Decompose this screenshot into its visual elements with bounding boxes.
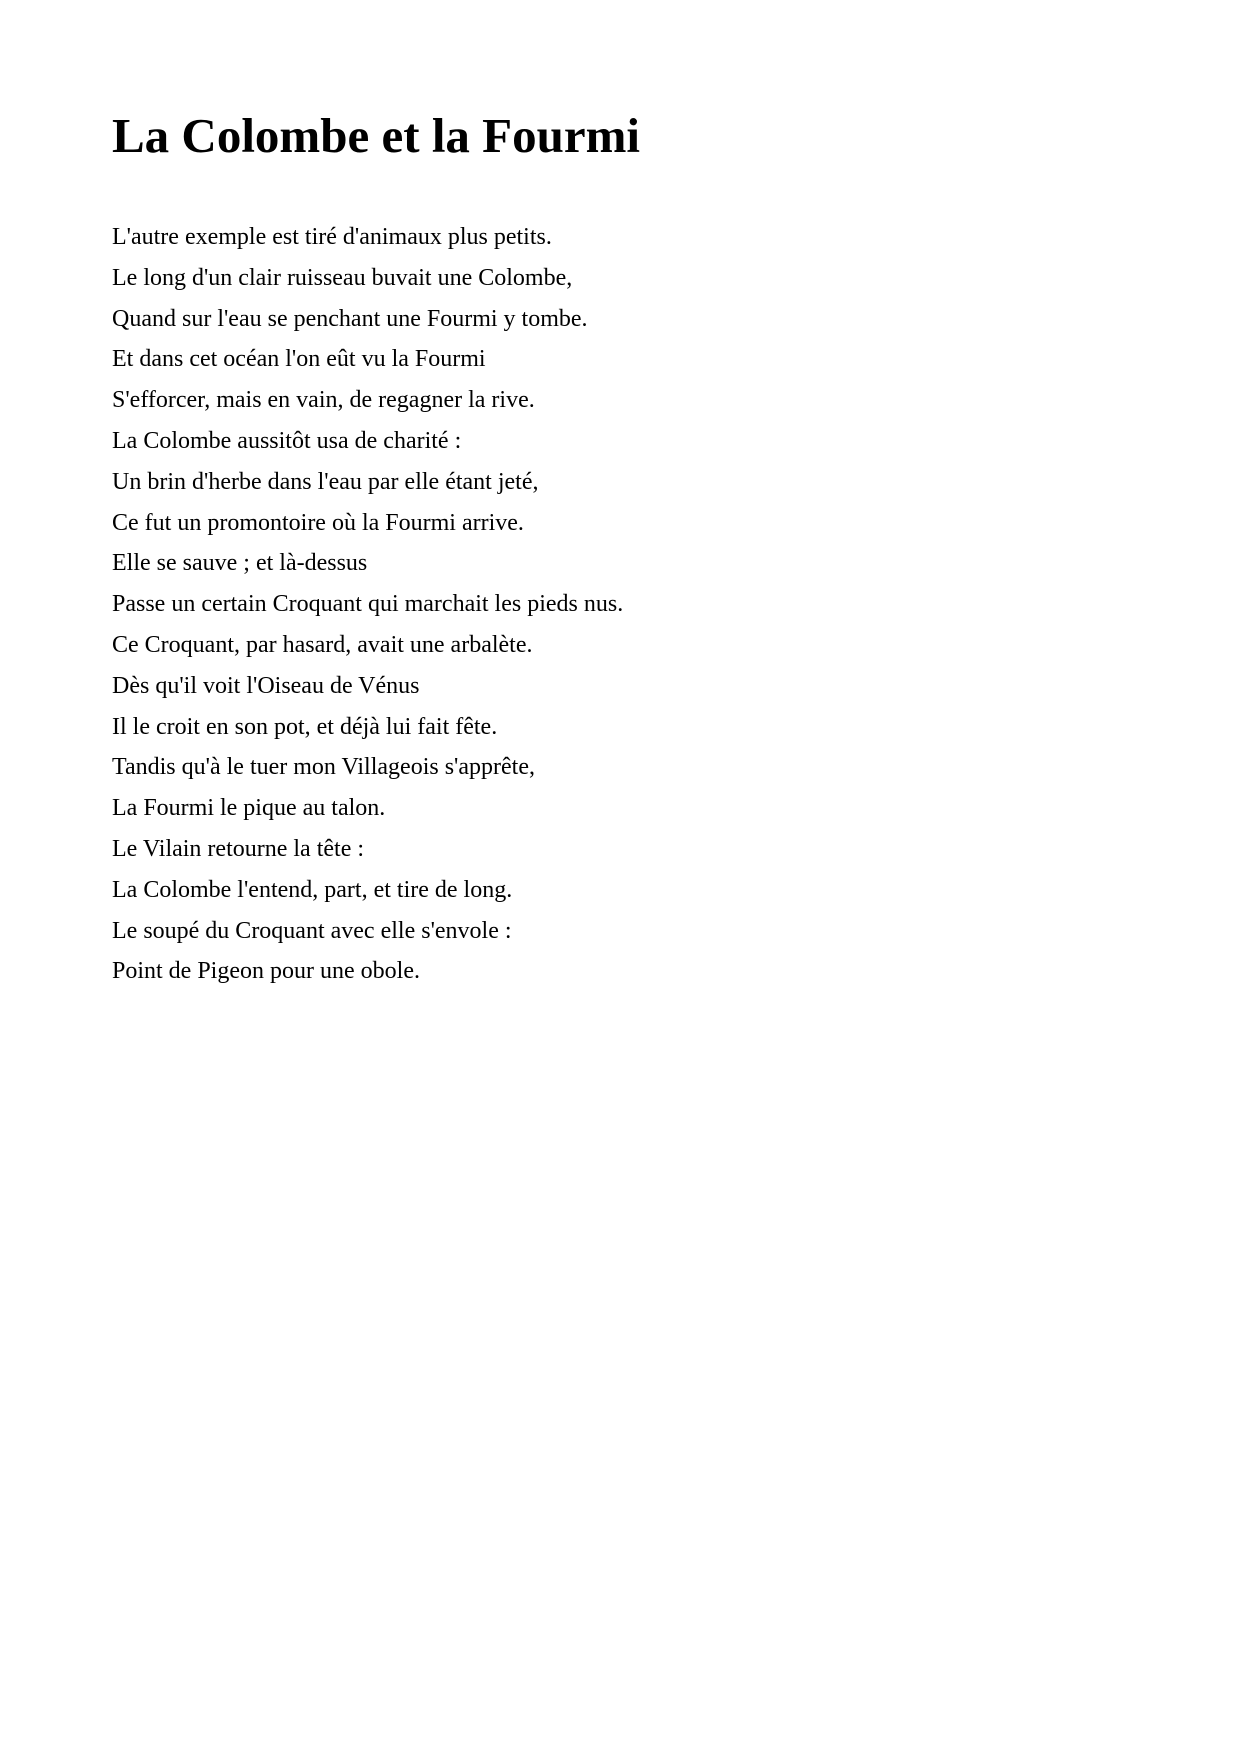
poem-line: Quand sur l'eau se penchant une Fourmi y tombe. bbox=[112, 305, 588, 332]
poem-line: Tandis qu'à le tuer mon Villageois s'apprête, bbox=[112, 754, 535, 781]
poem-line: Le long d'un clair ruisseau buvait une Colombe, bbox=[112, 264, 573, 291]
poem-line: La Colombe aussitôt usa de charité : bbox=[112, 427, 462, 454]
poem-title: La Colombe et la Fourmi bbox=[112, 108, 641, 163]
poem-line: La Fourmi le pique au talon. bbox=[112, 795, 386, 822]
poem-line: Point de Pigeon pour une obole. bbox=[112, 958, 420, 985]
poem-line: Passe un certain Croquant qui marchait les pieds nus. bbox=[112, 591, 624, 618]
poem-line: Elle se sauve ; et là-dessus bbox=[112, 550, 368, 577]
poem-line: L'autre exemple est tiré d'animaux plus petits. bbox=[112, 224, 552, 250]
poem-line: Il le croit en son pot, et déjà lui fait fête. bbox=[112, 713, 498, 740]
poem-body bbox=[112, 217, 623, 992]
poem-line: Le soupé du Croquant avec elle s'envole : bbox=[112, 917, 512, 944]
poem-line: Un brin d'herbe dans l'eau par elle étant jeté, bbox=[112, 468, 539, 495]
poem-line: Ce Croquant, par hasard, avait une arbalète. bbox=[112, 631, 533, 658]
poem-line: S'efforcer, mais en vain, de regagner la rive. bbox=[112, 387, 535, 414]
poem-line: Le Vilain retourne la tête : bbox=[112, 835, 365, 862]
poem-line: La Colombe l'entend, part, et tire de long. bbox=[112, 876, 513, 903]
poem-line: Dès qu'il voit l'Oiseau de Vénus bbox=[112, 672, 420, 699]
poem-line: Ce fut un promontoire où la Fourmi arrive. bbox=[112, 509, 524, 536]
poem-line: Et dans cet océan l'on eût vu la Fourmi bbox=[112, 346, 486, 373]
